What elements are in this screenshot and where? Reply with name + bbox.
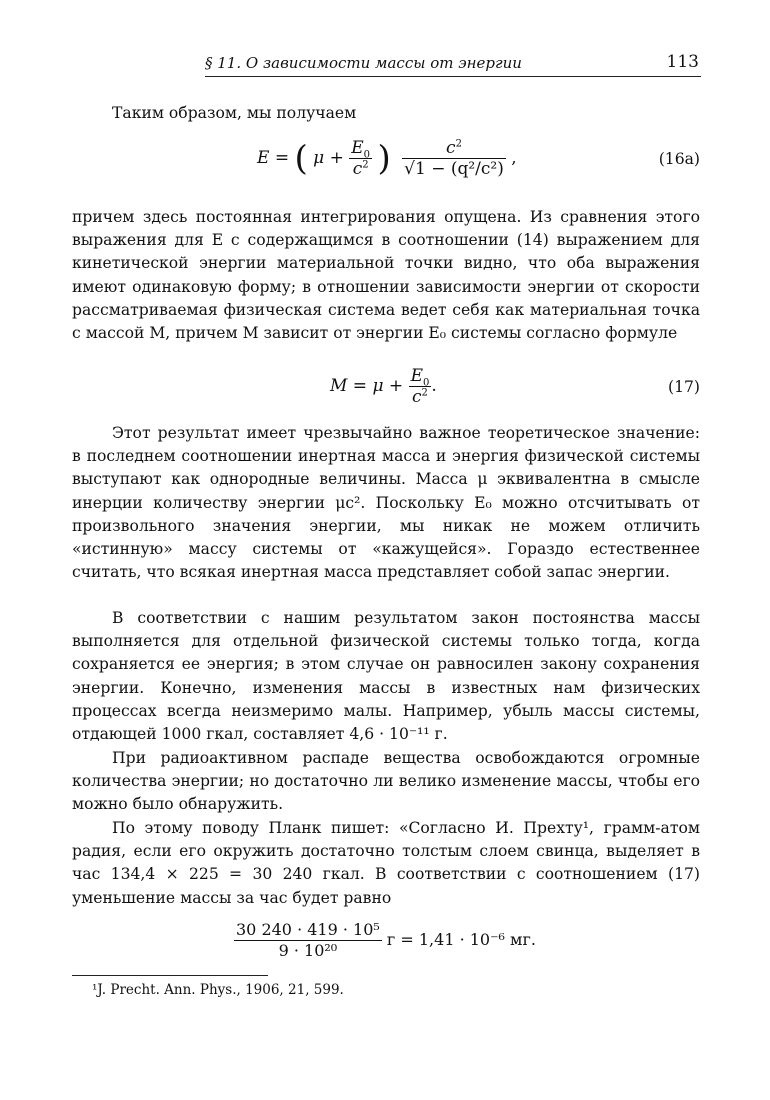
paragraph-4-block [72,747,700,817]
eq16a-c: c [352,159,363,179]
page-number: 113 [666,52,699,72]
running-header [205,52,701,77]
footnote: ¹J. Precht. Ann. Phys., 1906, 21, 599. [92,982,344,998]
equation-17 [72,366,700,416]
eq16a-mu: μ + [313,148,344,168]
paragraph-1-block [72,206,700,345]
eq-final-den: 9 · 10²⁰ [278,941,338,960]
equation-final-body [234,920,536,961]
equation-16a [72,134,700,198]
intro-paragraph: Таким образом, мы получаем [112,104,357,122]
eq-final-rest: г = 1,41 · 10⁻⁶ мг. [386,930,536,949]
paragraph-5: По этому поводу Планк пишет: «Согласно И. Прехту¹, грамм-атом радия, если его окружить достаточно толстым слоем свинца, выделяет в час 134,4 × 225 = 30 240 гкал. В соответствии с соотношением (17) уменьшение массы за час будет равно [72,819,700,907]
equation-number-16a: (16a) [658,150,700,168]
paragraph-3: В соответствии с нашим результатом закон постоянства массы выполняется для отдельной физической системы только тогда, когда сохраняется ее энергия; в этом случае он равносилен закону сохранения энергии. Конечно, изменения массы в известных нам физических процессах всегда неизмеримо малы. Например, убыль массы системы, отдающей 1000 гкал, составляет 4,6 · 10⁻¹¹ г. [72,609,700,744]
eq17-lhs: M = μ + [330,376,404,396]
eq16a-e0: E [351,138,364,158]
equation-number-17: (17) [667,378,700,396]
eq16a-c-sup: 2 [362,159,369,171]
eq-final-frac [234,920,382,961]
paragraph-2: Этот результат имеет чрезвычайно важное теоретическое значение: в последнем соотношении инертная масса и энергия физической системы выступают как однородные величины. Масса μ эквивалентна в смысле инерции количеству энергии μc². Поскольку E₀ можно отсчитывать от произвольного значения энергии, мы никак не можем отличить «истинную» массу системы от «кажущейся». Гораздо естественнее считать, что всякая инертная масса представляет собой запас энергии. [72,424,700,582]
eq17-e0-sub: 0 [422,377,430,389]
right-paren: ) [377,138,391,179]
eq16a-e0-sub: 0 [363,149,371,161]
equation-16a-body [257,138,517,179]
paragraph-3-block [72,607,700,746]
eq16a-sqrt-body: 1 − (q²/c²) [414,159,504,179]
eq16a-lhs: E = [257,148,290,168]
paragraph-2-block [72,422,700,584]
eq17-e0: E [410,366,423,386]
left-paren: ( [294,138,308,179]
paragraph-5-block [72,817,700,910]
paragraph-4: При радиоактивном распаде вещества освобождаются огромные количества энергии; но достаточно ли велико изменение массы, чтобы его можно было обнаружить. [72,749,700,814]
eq16a-comma: , [511,148,517,168]
equation-17-body [330,366,437,407]
eq-final-num: 30 240 · 419 · 10⁵ [236,920,380,939]
eq17-frac [409,366,432,407]
paragraph-1: причем здесь постоянная интегрирования опущена. Из сравнения этого выражения для E с содержащимся в соотношении (14) выражением для кинетической энергии материальной точки видно, что оба выражения имеют одинаковую форму; в отношении зависимости энергии от скорости рассматриваемая физическая система ведет себя как материальная точка с массой M, причем M зависит от энергии E₀ системы согласно формуле [72,208,700,343]
footnote-rule [72,975,268,976]
eq16a-frac-e0-c2 [349,138,372,179]
eq17-c-sup: 2 [421,387,428,399]
eq17-c: c [412,387,422,407]
section-title: § 11. О зависимости массы от энергии [205,54,522,72]
equation-final [72,920,700,966]
intro-line-block [72,102,700,125]
eq16a-frac-c2-sqrt: $\frac{c^2}{\text{√1 − (q²/c²)}}$ [404,138,504,179]
eq17-dot: . [431,376,437,396]
